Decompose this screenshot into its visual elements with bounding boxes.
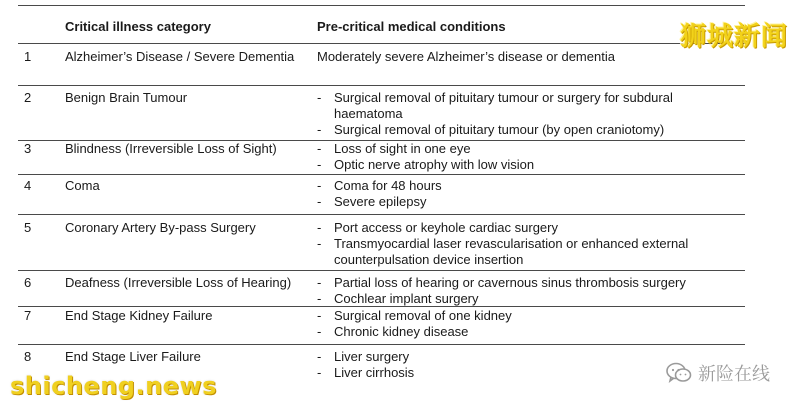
row-conditions [317,275,737,307]
condition-text: Loss of sight in one eye [334,141,471,156]
row-number: 7 [24,308,32,323]
bullet-dash: - [317,275,322,290]
bullet-dash: - [317,236,322,251]
condition-text: Optic nerve atrophy with low vision [334,157,535,172]
condition-text: Port access or keyhole cardiac surgery [334,220,558,235]
row-conditions [317,49,737,65]
condition-item [317,141,737,157]
row-rule [18,306,745,307]
condition-item [317,324,737,340]
bullet-dash: - [317,194,322,209]
condition-text: Surgical removal of pituitary tumour or surgery for subdural haematoma [334,90,673,121]
row-number: 1 [24,49,32,64]
row-category: Coronary Artery By-pass Surgery [65,220,256,235]
wechat-account-label: 新险在线 [698,364,770,385]
row-number: 4 [24,178,32,193]
row-rule [18,174,745,175]
condition-item [317,220,737,236]
condition-item [317,122,737,138]
condition-text: Liver surgery [334,349,410,364]
condition-item [317,236,737,268]
condition-item [317,275,737,291]
row-number: 6 [24,275,32,290]
condition-text: Transmyocardial laser revascularisation or enhanced external counterpulsation device insertion [334,236,689,267]
condition-item [317,90,737,122]
row-rule [18,270,745,271]
row-number: 5 [24,220,32,235]
header-rule [18,43,745,44]
condition-item [317,308,737,324]
condition-text: Surgical removal of one kidney [334,308,512,323]
row-conditions [317,141,737,173]
wechat-account-watermark [666,360,770,386]
row-number: 8 [24,349,32,364]
condition-text: Moderately severe Alzheimer’s disease or dementia [317,49,615,64]
condition-text: Coma for 48 hours [334,178,442,193]
condition-text: Surgical removal of pituitary tumour (by open craniotomy) [334,122,665,137]
condition-item [317,178,737,194]
watermark-top-right: 狮城新闻 [679,22,788,52]
row-category: Blindness (Irreversible Loss of Sight) [65,141,277,156]
bullet-dash: - [317,324,322,339]
row-rule [18,344,745,345]
condition-text: Cochlear implant surgery [334,291,479,306]
table-top-rule [18,5,745,6]
header-conditions: Pre-critical medical conditions [317,19,506,34]
row-category: Coma [65,178,100,193]
bullet-dash: - [317,308,322,323]
bullet-dash: - [317,157,322,172]
bullet-dash: - [317,122,322,137]
watermark-bottom-left: shicheng.news [10,372,217,400]
condition-item [317,194,737,210]
bullet-dash: - [317,220,322,235]
bullet-dash: - [317,178,322,193]
row-category: Benign Brain Tumour [65,90,188,105]
condition-item [317,291,737,307]
row-conditions [317,178,737,210]
row-conditions [317,90,737,138]
row-number: 3 [24,141,32,156]
bullet-dash: - [317,349,322,364]
row-category: Deafness (Irreversible Loss of Hearing) [65,275,292,290]
condition-text: Liver cirrhosis [334,365,415,380]
condition-text: Partial loss of hearing or cavernous sinus thrombosis surgery [334,275,686,290]
bullet-dash: - [317,141,322,156]
row-rule [18,214,745,215]
row-category: End Stage Liver Failure [65,349,201,364]
bullet-dash: - [317,90,322,105]
row-category: End Stage Kidney Failure [65,308,213,323]
row-conditions [317,220,737,268]
row-category: Alzheimer’s Disease / Severe Dementia [65,49,295,64]
wechat-icon [666,362,692,384]
row-rule [18,85,745,86]
condition-text: Severe epilepsy [334,194,427,209]
bullet-dash: - [317,365,322,380]
condition-item [317,157,737,173]
row-number: 2 [24,90,32,105]
header-category: Critical illness category [65,19,211,34]
row-conditions [317,308,737,340]
bullet-dash: - [317,291,322,306]
condition-text: Chronic kidney disease [334,324,469,339]
